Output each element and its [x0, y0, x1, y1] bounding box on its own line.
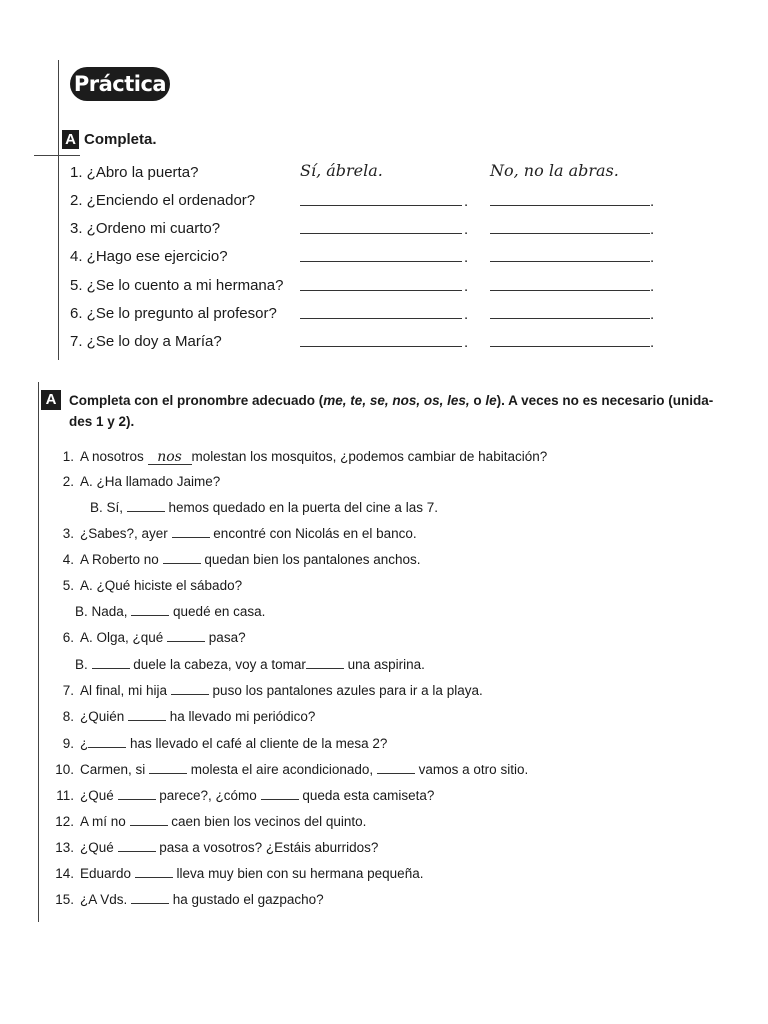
instr-part1: Completa con el pronombre adecuado ( — [69, 393, 324, 408]
item-text: A. ¿Ha llamado Jaime? — [80, 474, 221, 489]
instr-pronouns: me, te, se, nos, os, les, — [323, 393, 470, 408]
period: . — [650, 193, 655, 210]
item-number: 4. — [62, 552, 74, 567]
item-number: 5. — [62, 578, 74, 593]
item-number: 10. — [55, 762, 74, 777]
example-answer-yes: Sí, ábrela. — [300, 161, 383, 180]
answer-blank[interactable] — [127, 499, 165, 512]
text-part: Eduardo — [80, 866, 135, 881]
item-text: A. ¿Qué hiciste el sábado? — [80, 578, 243, 593]
text-part: has llevado el café al cliente de la mesa 2? — [126, 736, 388, 751]
item-text — [80, 628, 246, 648]
margin-rule-top — [58, 60, 59, 360]
answer-blank[interactable] — [172, 525, 210, 538]
exercise-row — [70, 245, 690, 269]
item-number: 14. — [55, 866, 74, 881]
item-number: 2. — [62, 474, 74, 489]
text-part: ha gustado el gazpacho? — [169, 892, 324, 907]
text-part: lleva muy bien con su hermana pequeña. — [172, 866, 424, 881]
answer-blank-yes[interactable] — [300, 346, 462, 347]
text-part: pasa? — [205, 630, 246, 645]
item-text — [80, 681, 483, 701]
item-text — [75, 655, 425, 675]
answer-blank-no[interactable] — [490, 261, 650, 262]
margin-tick — [34, 155, 80, 156]
item-number: 1. — [62, 449, 74, 464]
text-part: A mí no — [80, 814, 130, 829]
period: . — [464, 249, 469, 266]
answer-blank-no[interactable] — [490, 346, 650, 347]
period: . — [650, 278, 655, 295]
text-part: Al final, mi hija — [80, 683, 171, 698]
answer-blank[interactable] — [163, 551, 201, 564]
period: . — [464, 221, 469, 238]
question: 1. ¿Abro la puerta? — [70, 164, 199, 181]
exercise-row — [70, 330, 690, 354]
item-text — [80, 524, 417, 544]
practica-header: Práctica — [70, 67, 170, 101]
period: . — [650, 221, 655, 238]
text-part: A nosotros — [80, 449, 148, 464]
item-text — [80, 864, 423, 884]
question: 3. ¿Ordeno mi cuarto? — [70, 220, 221, 237]
answer-blank-yes[interactable] — [300, 261, 462, 262]
item-number: 6. — [62, 630, 74, 645]
section-2-instructions — [69, 390, 729, 432]
answer-blank-yes[interactable] — [300, 318, 462, 319]
exercise-row — [70, 161, 690, 185]
answer-blank[interactable] — [118, 787, 156, 800]
period: . — [650, 334, 655, 351]
answer-blank-yes[interactable] — [300, 290, 462, 291]
answer-blank-yes[interactable] — [300, 205, 462, 206]
section-a2-badge: A — [41, 390, 61, 410]
text-part: ¿Qué — [80, 788, 118, 803]
text-part: ha llevado mi periódico? — [166, 709, 316, 724]
answer-blank[interactable] — [261, 787, 299, 800]
period: . — [464, 278, 469, 295]
text-part: ¿Quién — [80, 709, 129, 724]
item-text — [80, 707, 315, 727]
item-number: 8. — [62, 709, 74, 724]
period: . — [464, 306, 469, 323]
item-number: 12. — [55, 814, 74, 829]
text-part: Carmen, si — [80, 762, 150, 777]
example-answer-no: No, no la abras. — [490, 161, 619, 180]
answer-blank[interactable] — [131, 891, 169, 904]
question: 2. ¿Enciendo el ordenador? — [70, 192, 256, 209]
period: . — [650, 306, 655, 323]
text-part: ¿Qué — [80, 840, 118, 855]
item-text — [90, 498, 438, 518]
question: 5. ¿Se lo cuento a mi hermana? — [70, 277, 284, 294]
item-text — [80, 786, 434, 806]
text-part: A Roberto no — [80, 552, 163, 567]
item-number: 15. — [55, 892, 74, 907]
question: 7. ¿Se lo doy a María? — [70, 333, 222, 350]
item-number: 13. — [55, 840, 74, 855]
text-part: ¿A Vds. — [80, 892, 132, 907]
item-number: 7. — [62, 683, 74, 698]
item-text — [80, 734, 387, 754]
answer-blank-yes[interactable] — [300, 233, 462, 234]
text-part: A. Olga, ¿qué — [80, 630, 168, 645]
answer-blank[interactable] — [128, 708, 166, 721]
exercise-row — [70, 189, 690, 213]
answer-blank[interactable] — [88, 735, 126, 748]
answer-blank-no[interactable] — [490, 205, 650, 206]
section-1-title: Completa. — [84, 131, 157, 148]
instr-line2: des 1 y 2). — [69, 414, 135, 429]
answer-blank-no[interactable] — [490, 318, 650, 319]
answer-blank[interactable] — [171, 682, 209, 695]
answer-blank-no[interactable] — [490, 290, 650, 291]
item-number: 11. — [56, 788, 74, 803]
text-part: caen bien los vecinos del quinto. — [167, 814, 367, 829]
text-part: quedé en casa. — [169, 604, 266, 619]
handwritten-answer[interactable]: nos — [148, 450, 192, 465]
text-part: queda esta camiseta? — [298, 788, 435, 803]
text-part: ¿ — [80, 736, 89, 751]
exercise-row — [70, 302, 690, 326]
text-part: B. Nada, — [75, 604, 132, 619]
text-part: molesta el aire acondicionado, — [187, 762, 377, 777]
instr-part2: ). A veces no es necesario (unida- — [496, 393, 714, 408]
exercise-row — [70, 274, 690, 298]
text-part: encontré con Nicolás en el banco. — [209, 526, 417, 541]
exercise-row — [70, 217, 690, 241]
item-number: 9. — [62, 736, 74, 751]
text-part: una aspirina. — [343, 657, 425, 672]
answer-blank[interactable] — [135, 865, 173, 878]
text-part: vamos a otro sitio. — [414, 762, 529, 777]
answer-blank[interactable] — [118, 839, 156, 852]
item-text — [80, 890, 324, 910]
text-part: puso los pantalones azules para ir a la playa. — [208, 683, 483, 698]
text-part: B. — [75, 657, 92, 672]
text-part: B. Sí, — [90, 500, 127, 515]
item-text — [80, 550, 421, 570]
answer-blank[interactable] — [130, 813, 168, 826]
answer-blank[interactable] — [131, 603, 169, 616]
period: . — [464, 334, 469, 351]
item-text — [80, 447, 547, 467]
text-part: parece?, ¿cómo — [155, 788, 261, 803]
text-part: pasa a vosotros? ¿Estáis aburridos? — [155, 840, 379, 855]
text-part: hemos quedado en la puerta del cine a las 7. — [164, 500, 438, 515]
instr-le: le — [485, 393, 497, 408]
answer-blank[interactable] — [377, 761, 415, 774]
answer-blank[interactable] — [167, 629, 205, 642]
question: 6. ¿Se lo pregunto al profesor? — [70, 305, 277, 322]
answer-blank[interactable] — [306, 656, 344, 669]
question: 4. ¿Hago ese ejercicio? — [70, 248, 228, 265]
item-text — [75, 602, 265, 622]
period: . — [464, 193, 469, 210]
period: . — [650, 249, 655, 266]
answer-blank[interactable] — [92, 656, 130, 669]
item-text — [80, 760, 528, 780]
instr-o: o — [469, 393, 486, 408]
answer-blank-no[interactable] — [490, 233, 650, 234]
item-number: 3. — [62, 526, 74, 541]
text-part: ¿Sabes?, ayer — [80, 526, 172, 541]
margin-rule-bottom — [38, 382, 39, 922]
text-part: molestan los mosquitos, ¿podemos cambiar de habitación? — [191, 449, 548, 464]
text-part: quedan bien los pantalones anchos. — [200, 552, 421, 567]
answer-blank[interactable] — [149, 761, 187, 774]
section-a-badge: A — [62, 130, 79, 149]
item-text — [80, 812, 366, 832]
item-text — [80, 838, 378, 858]
text-part: duele la cabeza, voy a tomar — [129, 657, 306, 672]
